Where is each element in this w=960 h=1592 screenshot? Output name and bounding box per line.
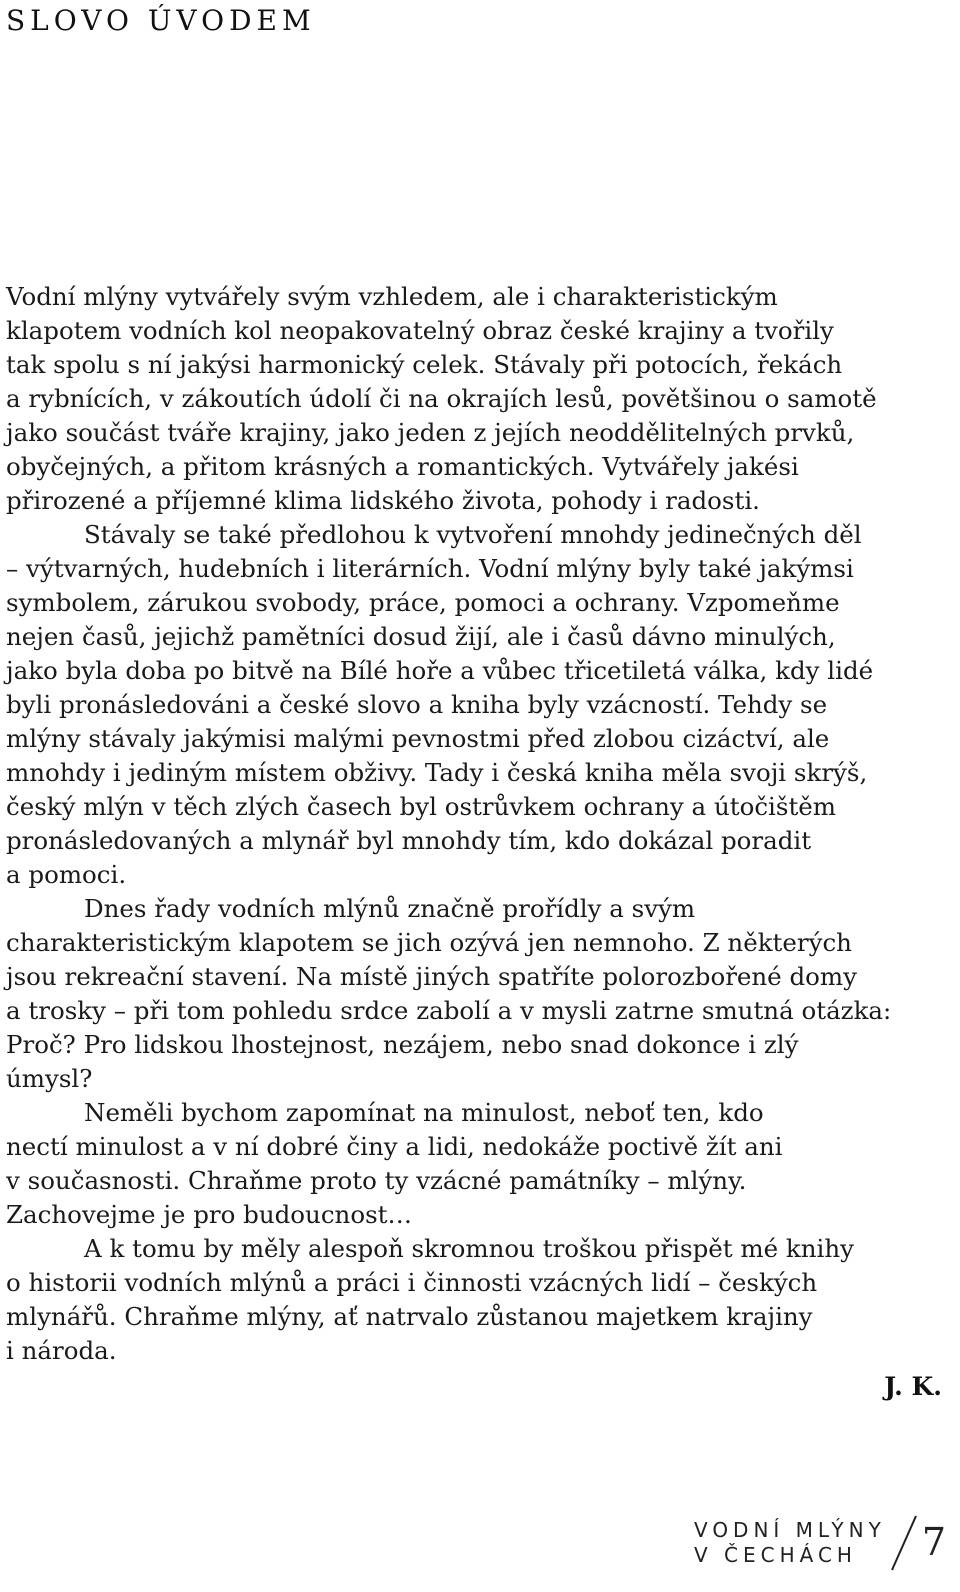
text-line: i národa. bbox=[6, 1336, 117, 1365]
text-line: Vodní mlýny vytvářely svým vzhledem, ale i charakteristickým bbox=[6, 282, 778, 311]
text-line: Proč? Pro lidskou lhostejnost, nezájem, nebo snad dokonce i zlý bbox=[6, 1030, 799, 1059]
text-line: přirozené a příjemné klima lidského života, pohody i radosti. bbox=[6, 486, 760, 515]
text-line: Zachovejme je pro budoucnost… bbox=[6, 1200, 412, 1229]
text-line: český mlýn v těch zlých časech byl ostrůvkem ochrany a útočištěm bbox=[6, 792, 837, 821]
text-line: nejen časů, jejichž pamětníci dosud žijí, ale i časů dávno minulých, bbox=[6, 622, 836, 651]
text-line: tak spolu s ní jakýsi harmonický celek. Stávaly při potocích, řekách bbox=[6, 350, 843, 379]
author-signature: J. K. bbox=[884, 1372, 942, 1401]
running-title-line-1: VODNÍ MLÝNY bbox=[693, 1518, 886, 1542]
text-line: a pomoci. bbox=[6, 860, 127, 889]
text-line: jako součást tváře krajiny, jako jeden z jejích neoddělitelných prvků, bbox=[6, 418, 855, 447]
text-line: jako byla doba po bitvě na Bílé hoře a vůbec třicetiletá válka, kdy lidé bbox=[6, 656, 874, 685]
running-title bbox=[694, 1518, 886, 1568]
running-title-line-2: V ČECHÁCH bbox=[693, 1543, 857, 1567]
text-line: mlynářů. Chraňme mlýny, ať natrvalo zůstanou majetkem krajiny bbox=[6, 1302, 813, 1331]
text-line: a rybnících, v zákoutích údolí či na okrajích lesů, povětšinou o samotě bbox=[6, 384, 877, 413]
text-line: charakteristickým klapotem se jich ozývá jen nemnoho. Z některých bbox=[6, 928, 852, 957]
text-line: o historii vodních mlýnů a práci i činnosti vzácných lidí – českých bbox=[6, 1268, 818, 1297]
text-line: pronásledovaných a mlynář byl mnohdy tím, kdo dokázal poradit bbox=[6, 826, 812, 855]
text-line: Stávaly se také předlohou k vytvoření mnohdy jedinečných děl bbox=[84, 520, 862, 549]
page-footer bbox=[694, 1512, 946, 1582]
body-text bbox=[6, 280, 954, 1368]
text-line: Dnes řady vodních mlýnů značně prořídly a svým bbox=[84, 894, 696, 923]
text-line: symbolem, zárukou svobody, práce, pomoci a ochrany. Vzpomeňme bbox=[6, 588, 840, 617]
text-line: klapotem vodních kol neopakovatelný obraz české krajiny a tvořily bbox=[6, 316, 834, 345]
slash-divider bbox=[886, 1512, 920, 1572]
page-heading: SLOVO ÚVODEM bbox=[6, 4, 316, 37]
text-line: obyčejných, a přitom krásných a romantických. Vytvářely jakési bbox=[6, 452, 799, 481]
text-line: mnohdy i jediným místem obživy. Tady i česká kniha měla svoji skrýš, bbox=[6, 758, 868, 787]
text-line: mlýny stávaly jakýmisi malými pevnostmi před zlobou cizáctví, ale bbox=[6, 724, 830, 753]
text-line: – výtvarných, hudebních i literárních. Vodní mlýny byly také jakýmsi bbox=[6, 554, 854, 583]
text-line: a trosky – při tom pohledu srdce zabolí a v mysli zatrne smutná otázka: bbox=[6, 996, 892, 1025]
text-line: v současnosti. Chraňme proto ty vzácné památníky – mlýny. bbox=[6, 1166, 747, 1195]
text-line: úmysl? bbox=[6, 1064, 93, 1093]
page-number: 7 bbox=[921, 1520, 946, 1564]
text-line: jsou rekreační stavení. Na místě jiných spatříte polorozbořené domy bbox=[6, 962, 857, 991]
text-line: A k tomu by měly alespoň skromnou troškou přispět mé knihy bbox=[84, 1234, 855, 1263]
text-line: nectí minulost a v ní dobré činy a lidi, nedokáže poctivě žít ani bbox=[6, 1132, 783, 1161]
text-line: Neměli bychom zapomínat na minulost, neboť ten, kdo bbox=[84, 1098, 764, 1127]
text-line: byli pronásledováni a české slovo a kniha byly vzácností. Tehdy se bbox=[6, 690, 828, 719]
